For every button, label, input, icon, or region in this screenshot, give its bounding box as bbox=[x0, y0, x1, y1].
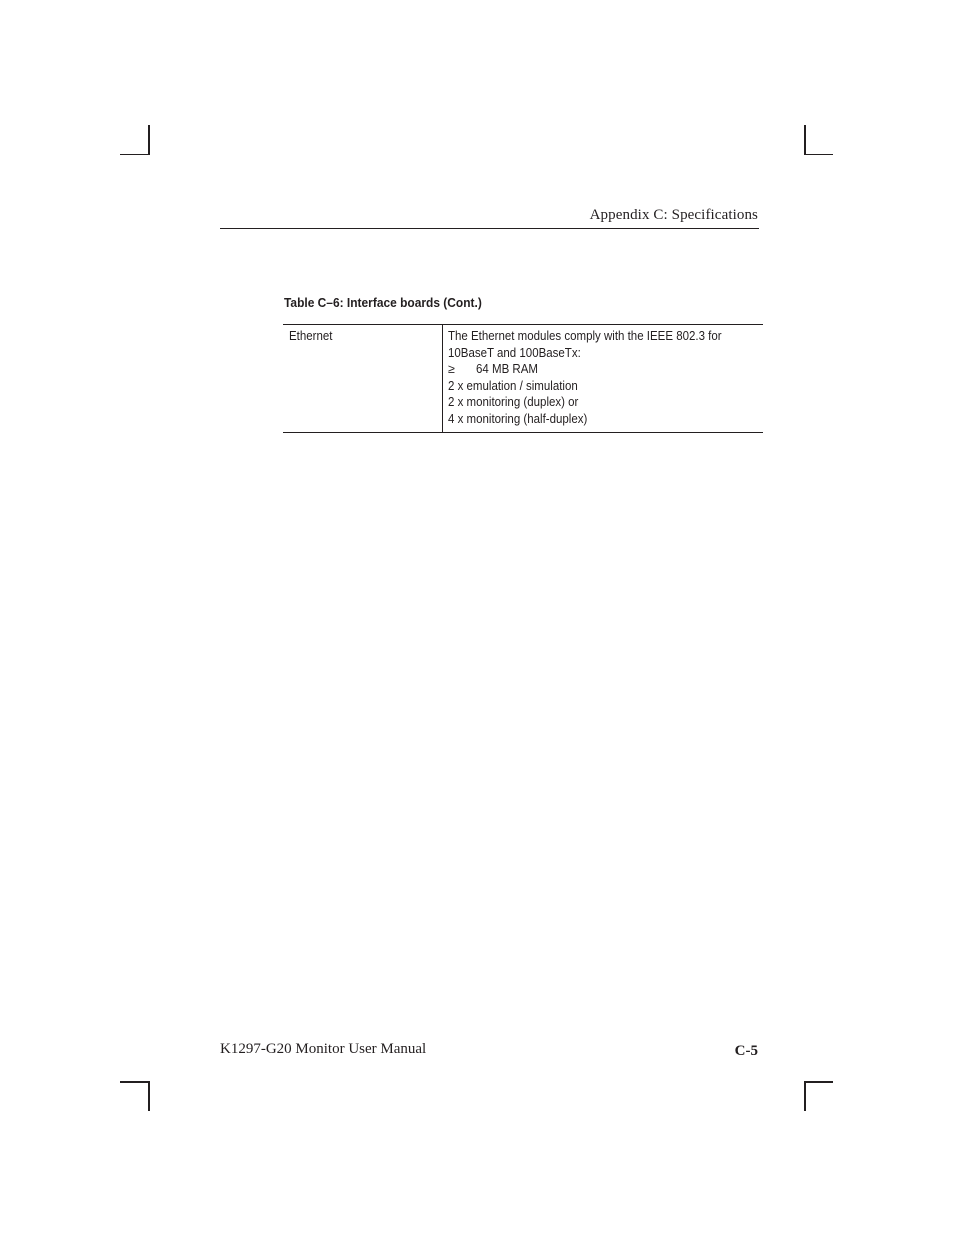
header-rule bbox=[220, 228, 759, 229]
crop-mark-bottom-right-horizontal bbox=[804, 1081, 833, 1083]
row-value-cell bbox=[443, 325, 763, 432]
footer-manual-title: K1297-G20 Monitor User Manual bbox=[220, 1041, 427, 1057]
row-label-cell bbox=[283, 325, 443, 432]
row-label: Ethernet bbox=[289, 329, 333, 343]
value-line: 4 x monitoring (half-duplex) bbox=[448, 411, 588, 426]
value-line: 10BaseT and 100BaseTx: bbox=[448, 345, 581, 360]
crop-mark-bottom-left-horizontal bbox=[120, 1081, 150, 1083]
value-line: The Ethernet modules comply with the IEEE 802.3 for bbox=[448, 329, 722, 343]
crop-mark-bottom-right-vertical bbox=[804, 1081, 806, 1111]
value-line: 2 x monitoring (duplex) or bbox=[448, 395, 579, 410]
page-number: C-5 bbox=[734, 1043, 758, 1059]
value-line: 64 MB RAM bbox=[476, 362, 538, 377]
crop-mark-bottom-left-vertical bbox=[148, 1081, 150, 1111]
crop-mark-top-right-vertical bbox=[804, 125, 806, 155]
greater-equal-symbol: ≥ bbox=[448, 362, 455, 377]
value-line: 2 x emulation / simulation bbox=[448, 378, 578, 393]
crop-mark-top-right-horizontal bbox=[804, 154, 833, 156]
table-caption: Table C–6: Interface boards (Cont.) bbox=[284, 295, 482, 310]
spec-table bbox=[283, 324, 763, 433]
crop-mark-top-left-vertical bbox=[148, 125, 150, 155]
running-header: Appendix C: Specifications bbox=[589, 207, 758, 223]
crop-mark-top-left-horizontal bbox=[120, 154, 150, 156]
table-row bbox=[283, 325, 763, 432]
